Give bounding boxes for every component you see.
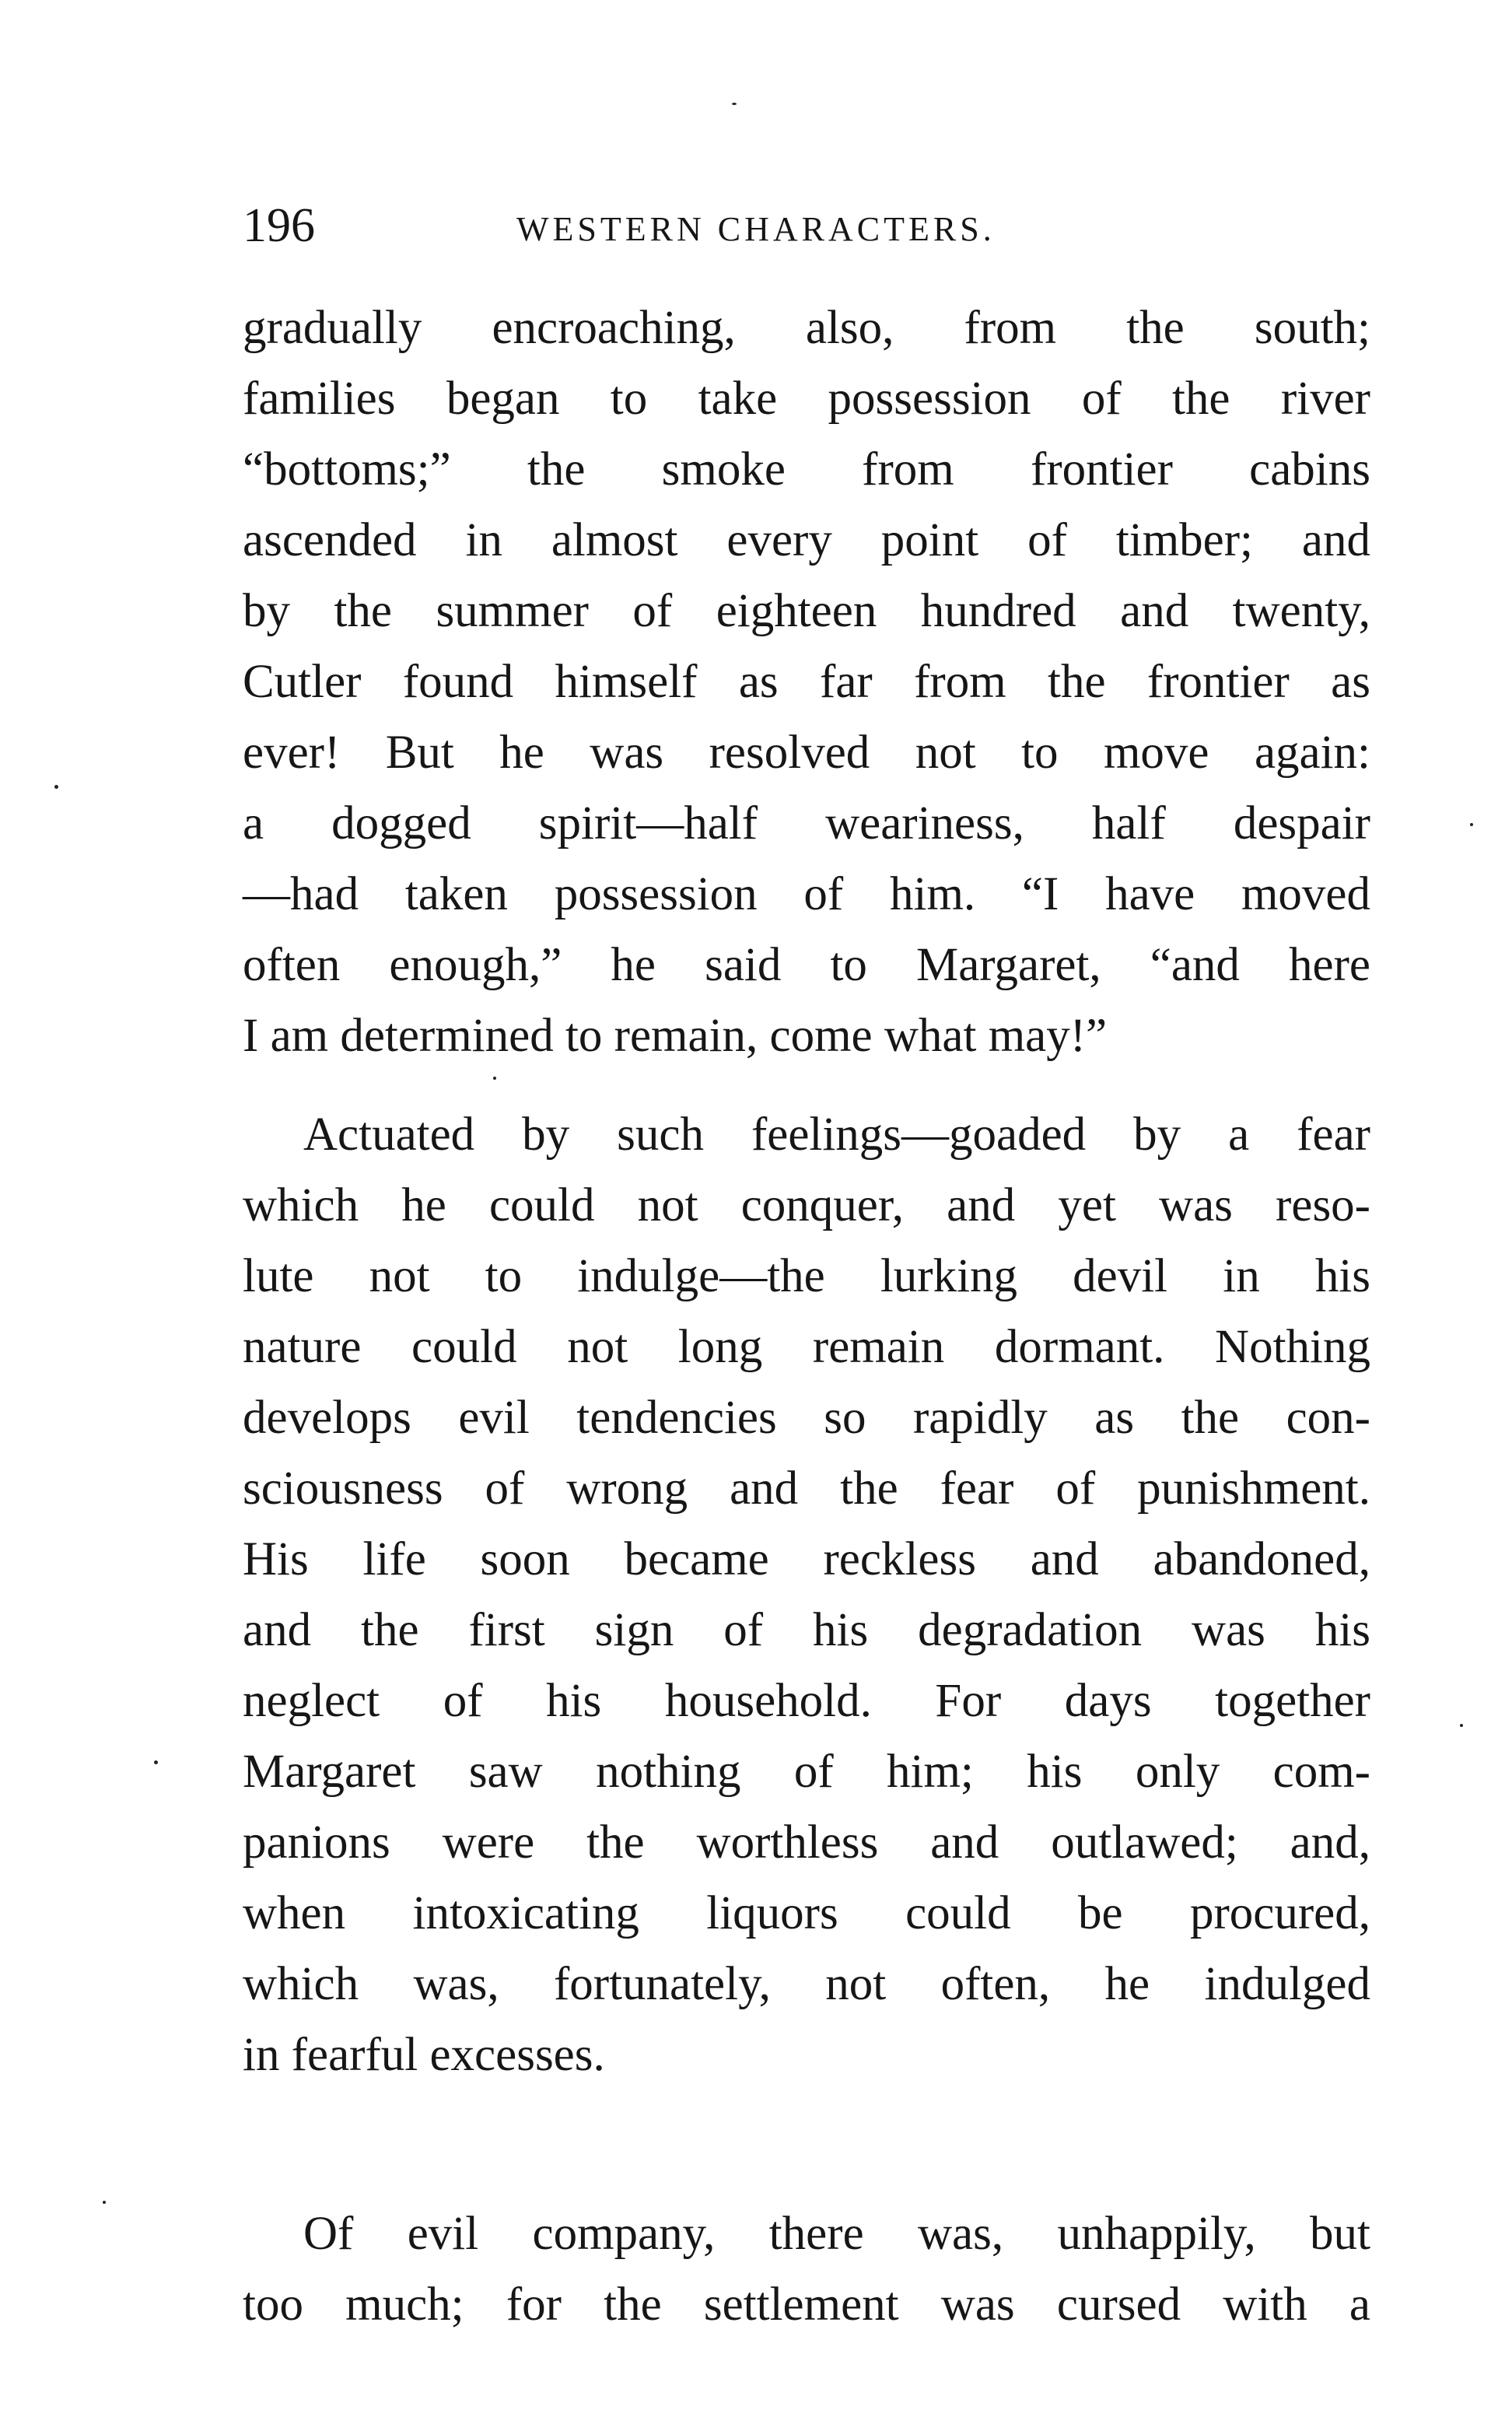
text-line: lute not to indulge—the lurking devil in his <box>243 1250 1370 1302</box>
page-header <box>243 194 1370 257</box>
text-line: a dogged spirit—half weariness, half despair <box>243 797 1370 849</box>
text-line: often enough,” he said to Margaret, “and here <box>243 939 1370 991</box>
text-line: I am determined to remain, come what may!” <box>243 1010 1108 1062</box>
text-line: Cutler found himself as far from the frontier as <box>243 656 1370 708</box>
text-line: develops evil tendencies so rapidly as the con- <box>243 1392 1370 1444</box>
text-line: “bottoms;” the smoke from frontier cabins <box>243 443 1370 496</box>
paragraph-2 <box>243 1099 1370 2090</box>
scan-speck <box>54 785 58 789</box>
text-line: ever! But he was resolved not to move again: <box>243 727 1370 779</box>
text-line: in fearful excesses. <box>243 2029 605 2081</box>
text-line: —had taken possession of him. “I have moved <box>243 868 1370 920</box>
text-line: neglect of his household. For days together <box>243 1675 1370 1727</box>
text-line: too much; for the settlement was cursed with a <box>243 2279 1370 2331</box>
text-line: Of evil company, there was, unhappily, but <box>303 2208 1370 2260</box>
running-head: WESTERN CHARACTERS. <box>516 210 996 248</box>
scan-speck <box>1460 1724 1463 1727</box>
paragraph-1 <box>243 292 1370 1071</box>
scan-speck <box>154 1760 158 1764</box>
text-line: which was, fortunately, not often, he indulged <box>243 1958 1370 2010</box>
text-line: and the first sign of his degradation was his <box>243 1604 1370 1656</box>
text-line: Actuated by such feelings—goaded by a fear <box>303 1109 1370 1161</box>
text-line: ascended in almost every point of timber; and <box>243 514 1370 566</box>
text-line: nature could not long remain dormant. Nothing <box>243 1321 1370 1373</box>
text-line: by the summer of eighteen hundred and twenty, <box>243 585 1370 637</box>
text-line: His life soon became reckless and abandoned, <box>243 1533 1370 1585</box>
scan-speck <box>1470 823 1473 826</box>
paragraph-3 <box>243 2198 1370 2340</box>
text-line: when intoxicating liquors could be procured, <box>243 1887 1370 1939</box>
scan-speck <box>732 103 737 105</box>
scan-speck <box>103 2201 106 2204</box>
page-number: 196 <box>243 199 315 252</box>
text-line: which he could not conquer, and yet was reso- <box>243 1179 1370 1231</box>
text-line: families began to take possession of the river <box>243 373 1370 425</box>
text-line: panions were the worthless and outlawed; and, <box>243 1816 1370 1869</box>
text-line: sciousness of wrong and the fear of punishment. <box>243 1462 1370 1515</box>
text-line: gradually encroaching, also, from the south; <box>243 302 1370 354</box>
text-line: Margaret saw nothing of him; his only com- <box>243 1746 1370 1798</box>
scan-speck <box>493 1077 496 1080</box>
